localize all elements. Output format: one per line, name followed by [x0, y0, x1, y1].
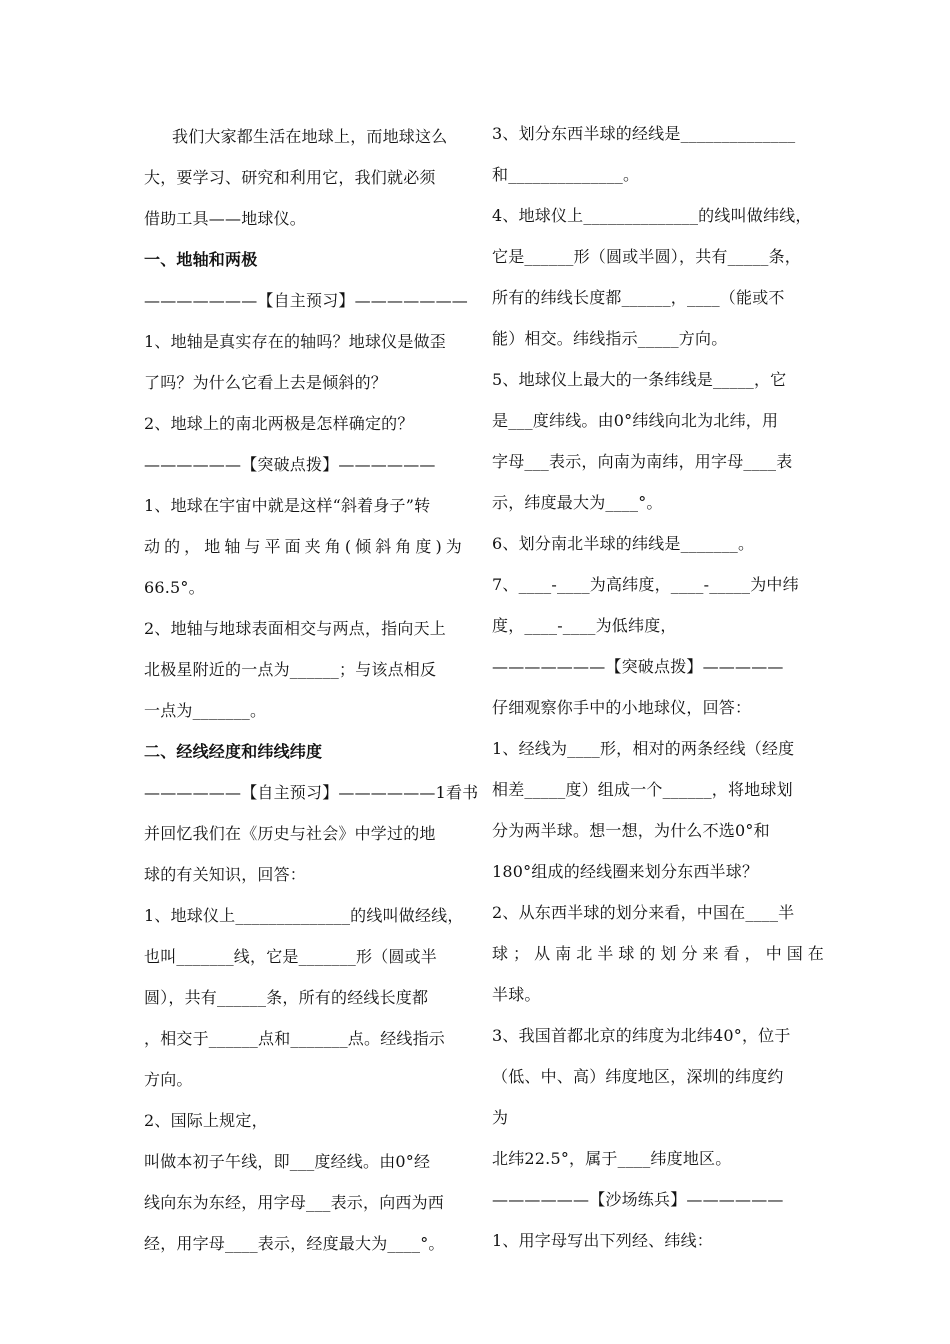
answer-line: 2、地轴与地球表面相交与两点，指向天上	[144, 619, 446, 638]
question-line: 7、____-____为高纬度，____-_____为中纬	[492, 575, 799, 594]
question-line: 为	[492, 1108, 509, 1127]
question-line: 6、划分南北半球的纬线是_______。	[492, 534, 755, 553]
answer-line: 1、地球在宇宙中就是这样“斜着身子”转	[144, 496, 431, 515]
question-line: 3、划分东西半球的经线是______________	[492, 124, 796, 143]
question-line: 180°组成的经线圈来划分东西半球？	[492, 862, 759, 881]
question-line: 并回忆我们在《历史与社会》中学过的地	[144, 824, 436, 843]
question-line: 是___度纬线。由0°纬线向北为北纬，用	[492, 411, 779, 430]
question-line: 1、经线为____形，相对的两条经线（经度	[492, 739, 795, 758]
question-line: 它是______形（圆或半圆），共有_____条，	[492, 247, 802, 266]
question-line: 方向。	[144, 1070, 193, 1089]
question-line: 球；从南北半球的划分来看，中国在	[492, 944, 824, 963]
question-line: 5、地球仪上最大的一条纬线是_____，它	[492, 370, 787, 389]
intro-line-1: 我们大家都生活在地球上，而地球这么	[172, 127, 448, 146]
question-line: 所有的纬线长度都______，____（能或不	[492, 288, 785, 307]
question-line: 1、地球仪上______________的线叫做经线，	[144, 906, 464, 925]
divider-practice: ——————【沙场练兵】——————	[492, 1190, 784, 1209]
question-line: 1、用字母写出下列经、纬线：	[492, 1231, 713, 1250]
question-line: 分为两半球。想一想，为什么不选0°和	[492, 821, 770, 840]
section-heading-axis-poles: 一、地轴和两极	[144, 250, 258, 269]
question-line: 度，____-____为低纬度，	[492, 616, 677, 635]
question-line: 圆），共有______条，所有的经线长度都	[144, 988, 429, 1007]
divider-self-study: ———————【自主预习】———————	[144, 291, 469, 310]
question-line: （低、中、高）纬度地区，深圳的纬度约	[492, 1067, 784, 1086]
question-line: 和______________。	[492, 165, 640, 184]
question-line: ，相交于______点和_______点。经线指示	[144, 1029, 446, 1048]
question-line: 示，纬度最大为____°。	[492, 493, 663, 512]
answer-line: 一点为_______。	[144, 701, 267, 720]
section-heading-longitude-latitude: 二、经线经度和纬线纬度	[144, 742, 323, 761]
divider-breakthrough: ——————【突破点拨】——————	[144, 455, 436, 474]
question-line: 经，用字母____表示，经度最大为____°。	[144, 1234, 445, 1253]
answer-line: 66.5°。	[144, 578, 205, 597]
question-line: 4、地球仪上______________的线叫做纬线，	[492, 206, 812, 225]
question-line: 也叫_______线，它是_______形（圆或半	[144, 947, 438, 966]
question-line: 能）相交。纬线指示_____方向。	[492, 329, 728, 348]
question-line: 3、我国首都北京的纬度为北纬40°，位于	[492, 1026, 791, 1045]
question-line: 线向东为东经，用字母___表示，向西为西	[144, 1193, 445, 1212]
question-line: 了吗？为什么它看上去是倾斜的？	[144, 373, 388, 392]
divider-breakthrough: ———————【突破点拨】—————	[492, 657, 784, 676]
answer-line: 北极星附近的一点为______；与该点相反	[144, 660, 437, 679]
question-line: 叫做本初子午线，即___度经线。由0°经	[144, 1152, 431, 1171]
question-line: 2、国际上规定，	[144, 1111, 268, 1130]
divider-self-study: ——————【自主预习】——————1看书	[144, 783, 479, 802]
question-line: 北纬22.5°，属于____纬度地区。	[492, 1149, 732, 1168]
question-line: 字母___表示，向南为南纬，用字母____表	[492, 452, 793, 471]
instruction-line: 仔细观察你手中的小地球仪，回答：	[492, 698, 752, 717]
answer-line: 动的，地轴与平面夹角(倾斜角度)为	[144, 537, 462, 556]
left-column	[144, 123, 479, 1271]
question-line: 1、地轴是真实存在的轴吗？地球仪是做歪	[144, 332, 446, 351]
question-line: 相差_____度）组成一个______，将地球划	[492, 780, 793, 799]
intro-line-3: 借助工具——地球仪。	[144, 209, 307, 228]
question-line: 半球。	[492, 985, 541, 1004]
question-line: 2、地球上的南北两极是怎样确定的？	[144, 414, 414, 433]
question-line: 2、从东西半球的划分来看，中国在____半	[492, 903, 795, 922]
intro-line-2: 大，要学习、研究和利用它，我们就必须	[144, 168, 436, 187]
question-line: 球的有关知识，回答：	[144, 865, 307, 884]
right-column	[492, 120, 824, 1268]
